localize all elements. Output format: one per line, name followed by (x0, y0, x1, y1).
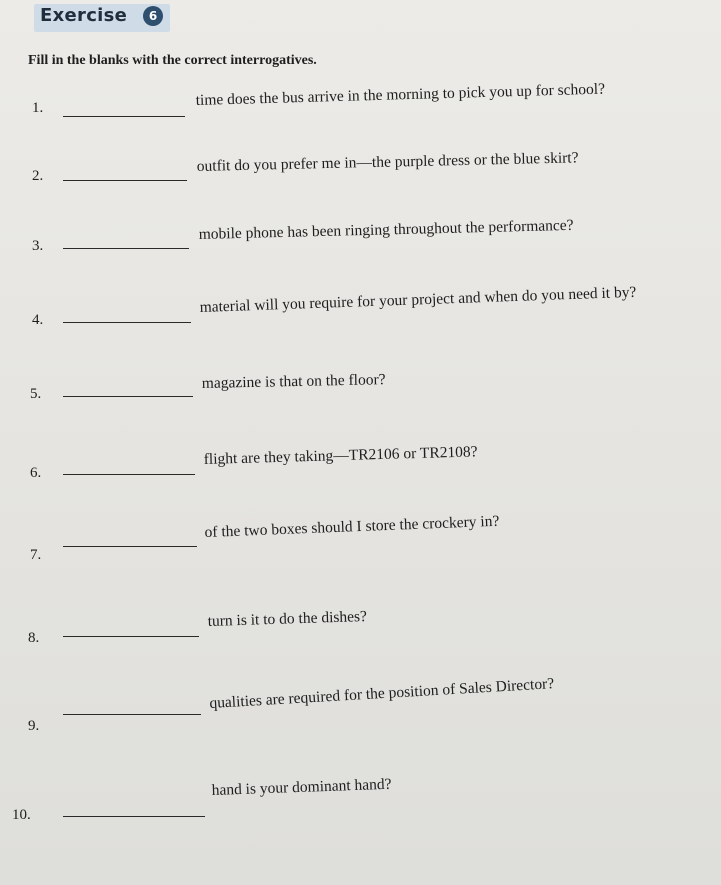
answer-blank[interactable] (63, 714, 201, 715)
question-item (0, 770, 721, 823)
question-number: 10. (12, 807, 31, 823)
question-item (0, 283, 721, 330)
answer-blank[interactable] (63, 474, 195, 475)
question-item (0, 149, 721, 192)
question-item (0, 216, 721, 262)
question-item (0, 675, 721, 734)
question-number: 9. (28, 718, 40, 734)
answer-blank[interactable] (63, 396, 193, 397)
question-text: turn is it to do the dishes? (207, 608, 368, 631)
question-text: of the two boxes should I store the crockery in? (204, 512, 500, 542)
question-number: 5. (30, 386, 42, 402)
question-text: hand is your dominant hand? (211, 775, 392, 800)
question-item (0, 80, 721, 126)
question-item (0, 606, 721, 646)
question-item (0, 512, 721, 563)
exercise-number-badge: 6 (143, 6, 163, 26)
answer-blank[interactable] (63, 322, 191, 323)
answer-blank[interactable] (63, 816, 205, 817)
answer-blank[interactable] (63, 546, 197, 547)
answer-blank[interactable] (63, 636, 199, 637)
question-number: 2. (32, 168, 44, 184)
answer-blank[interactable] (63, 248, 189, 249)
instruction-text: Fill in the blanks with the correct interrogatives. (28, 53, 317, 68)
question-number: 1. (32, 100, 44, 116)
question-number: 6. (30, 465, 42, 481)
question-number: 7. (30, 547, 42, 563)
question-text: outfit do you prefer me in—the purple dress or the blue skirt? (196, 149, 579, 176)
question-text: time does the bus arrive in the morning to pick you up for school? (195, 80, 606, 110)
answer-blank[interactable] (63, 116, 185, 117)
question-text: mobile phone has been ringing throughout the performance? (198, 216, 574, 244)
question-text: magazine is that on the floor? (201, 371, 386, 393)
question-text: qualities are required for the position of Sales Director? (208, 675, 555, 713)
question-number: 4. (32, 312, 44, 328)
answer-blank[interactable] (63, 180, 187, 181)
exercise-title: Exercise (40, 5, 128, 26)
question-item (0, 444, 721, 484)
question-text: flight are they taking—TR2106 or TR2108? (203, 443, 478, 469)
question-item (0, 370, 721, 410)
question-number: 3. (32, 238, 44, 254)
question-number: 8. (28, 630, 40, 646)
question-text: material will you require for your project and when do you need it by? (199, 283, 637, 317)
